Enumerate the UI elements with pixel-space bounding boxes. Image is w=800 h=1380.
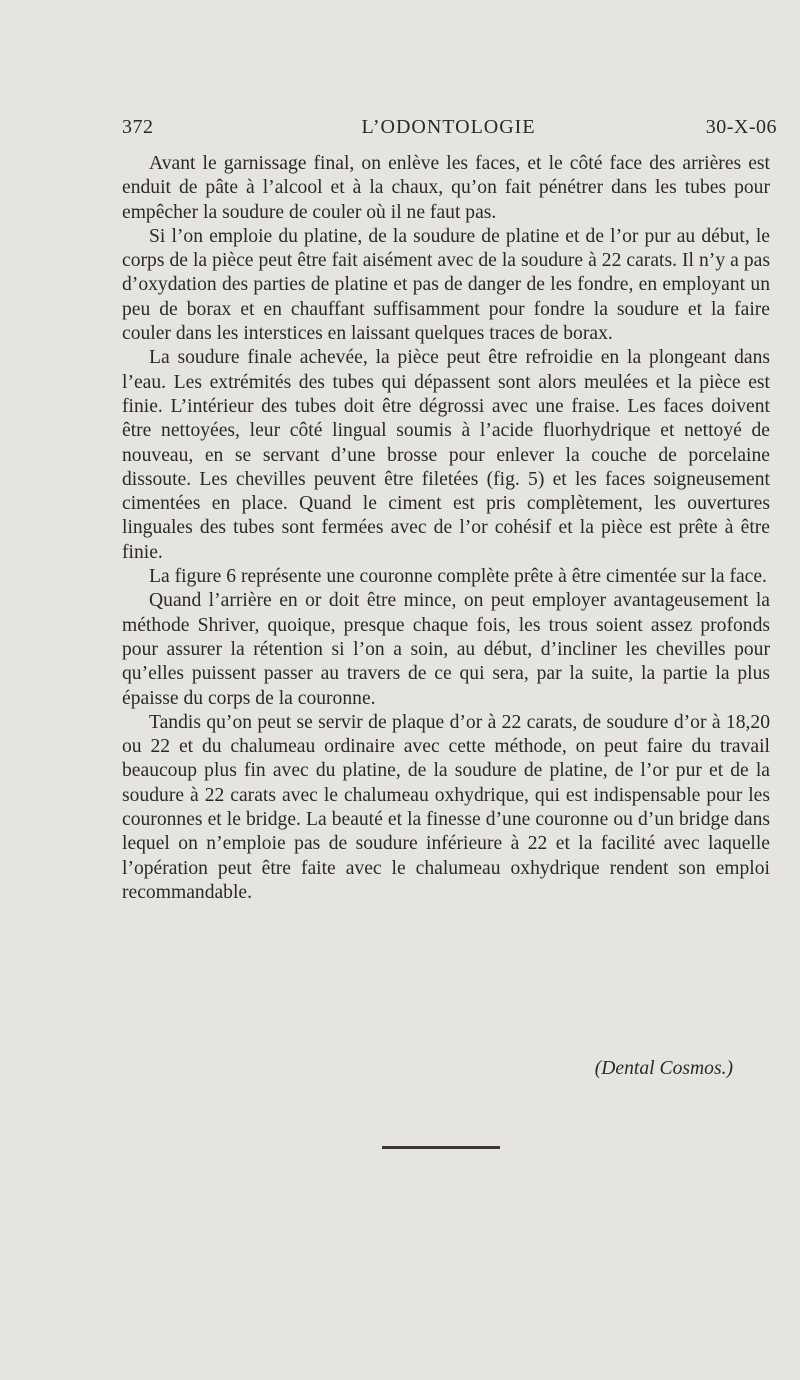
paragraph-5: Quand l’arrière en or doit être mince, on peut employer avantageusement la méthode Shriver, quoique, presque chaque fois, les trous soient assez profonds pour assurer la rétention si l’on a soin, au début, d’incliner les chevilles pour qu’elles puissent passer au travers de ce qui sera, par la suite, la partie la plus épaisse du corps de la couronne. bbox=[122, 590, 770, 709]
article-body bbox=[122, 152, 770, 905]
paragraph-4: La figure 6 représente une couronne complète prête à être cimentée sur la face. bbox=[149, 566, 767, 588]
paragraph-1: Avant le garnissage final, on enlève les faces, et le côté face des arrières est enduit de pâte à l’alcool et à la chaux, qu’on fait pénétrer dans les tubes pour empêcher la soudure de couler où il ne faut pas. bbox=[122, 153, 770, 223]
running-head bbox=[120, 116, 777, 142]
source-citation: (Dental Cosmos.) bbox=[594, 1058, 733, 1079]
paragraph-3: La soudure finale achevée, la pièce peut être refroidie en la plongeant dans l’eau. Les extrémités des tubes qui dépassent sont alors meulées et la pièce est finie. L’intérieur des tubes doit être dégrossi avec une fraise. Les faces doivent être nettoyées, leur côté lingual soumis à l’acide fluorhydrique et nettoyé de nouveau, en se servant d’une brosse pour enlever la couche de porcelaine dissoute. Les chevilles peuvent être filetées (fig. 5) et les faces soigneusement cimentées en place. Quand le ciment est pris complètement, les ouvertures linguales des tubes sont fermées avec de l’or cohésif et la pièce est prête à être finie. bbox=[122, 347, 770, 563]
page-number: 372 bbox=[122, 116, 154, 138]
issue-date: 30-X-06 bbox=[705, 116, 777, 138]
section-divider bbox=[382, 1146, 500, 1149]
paragraph-6: Tandis qu’on peut se servir de plaque d’or à 22 carats, de soudure d’or à 18,20 ou 22 et du chalumeau ordinaire avec cette méthode, on peut faire du travail beaucoup plus fin avec du platine, de la soudure de platine, de l’or pur et de la soudure à 22 carats avec le chalumeau oxhydrique, qui est indispensable pour les couronnes et le bridge. La beauté et la finesse d’une couronne ou d’un bridge dans lequel on n’emploie pas de soudure inférieure à 22 et la facilité avec laquelle l’opération peut être faite avec le chalumeau oxhydrique rendent son emploi recommandable. bbox=[122, 711, 770, 903]
paragraph-2: Si l’on emploie du platine, de la soudure de platine et de l’or pur au début, le corps de la pièce peut être fait aisément avec de la soudure à 22 carats. Il n’y a pas d’oxydation des parties de platine et pas de danger de les fondre, en employant un peu de borax et en chauffant suffisamment pour fondre la soudure et la faire couler dans les interstices en laissant quelques traces de borax. bbox=[122, 225, 770, 345]
journal-title: L’ODONTOLOGIE bbox=[361, 116, 536, 138]
